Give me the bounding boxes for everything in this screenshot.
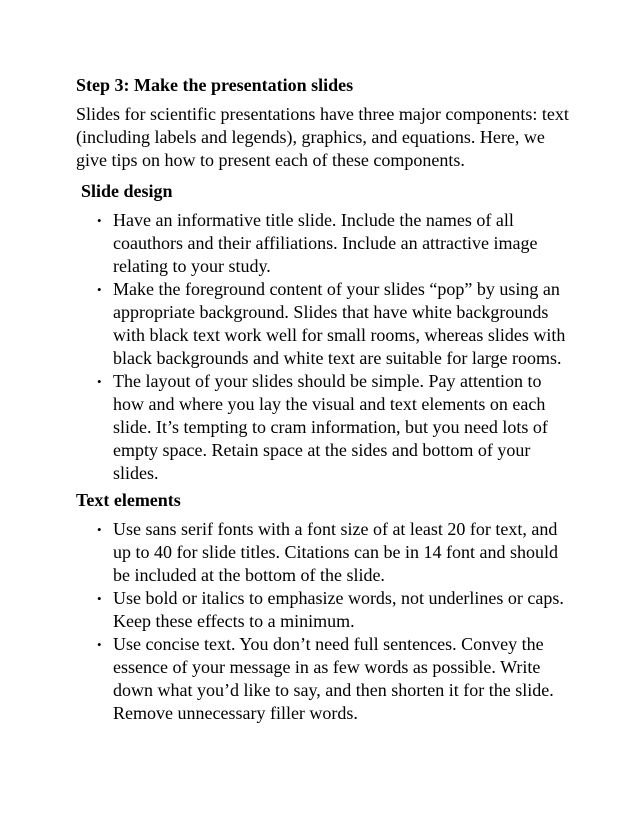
list-item <box>76 587 576 633</box>
list-item <box>76 633 576 725</box>
list-item-text: Use concise text. You don’t need full sentences. Convey the essence of your message in as few words as possible. Write down what you’d like to say, and then shorten it for the slide. Remove unnecessary filler words. <box>113 634 554 723</box>
step-heading: Step 3: Make the presentation slides <box>76 75 354 95</box>
list-item <box>76 278 576 370</box>
list-item-text: Use bold or italics to emphasize words, not underlines or caps. Keep these effects to a minimum. <box>113 588 564 631</box>
list-item <box>76 518 576 587</box>
section-heading-slide-design: Slide design <box>81 181 173 201</box>
list-item-text: Use sans serif fonts with a font size of at least 20 for text, and up to 40 for slide titles. Citations can be in 14 font and should be included at the bottom of the slide. <box>113 519 558 585</box>
list-item <box>76 209 576 278</box>
list-item-text: Make the foreground content of your slides “pop” by using an appropriate background. Slides that have white backgrounds with black text work well for small rooms, whereas slides with black backgrounds and white text are suitable for large rooms. <box>113 279 566 368</box>
list-item <box>76 370 576 485</box>
bullet-icon: • <box>97 522 102 537</box>
text-elements-list <box>76 518 576 725</box>
section-heading-text-elements: Text elements <box>76 490 181 510</box>
list-item-text: The layout of your slides should be simple. Pay attention to how and where you lay the visual and text elements on each slide. It’s tempting to cram information, but you need lots of empty space. Retain space at the sides and bottom of your slides. <box>113 371 548 483</box>
list-item-text: Have an informative title slide. Include the names of all coauthors and their affiliations. Include an attractive image relating to your study. <box>113 210 538 276</box>
bullet-icon: • <box>97 374 102 389</box>
bullet-icon: • <box>97 637 102 652</box>
slide-design-list <box>76 209 576 485</box>
bullet-icon: • <box>97 591 102 606</box>
document-body <box>76 74 576 729</box>
bullet-icon: • <box>97 213 102 228</box>
bullet-icon: • <box>97 282 102 297</box>
intro-paragraph: Slides for scientific presentations have three major components: text (including labels and legends), graphics, and equations. Here, we give tips on how to present each of these components. <box>76 104 569 170</box>
